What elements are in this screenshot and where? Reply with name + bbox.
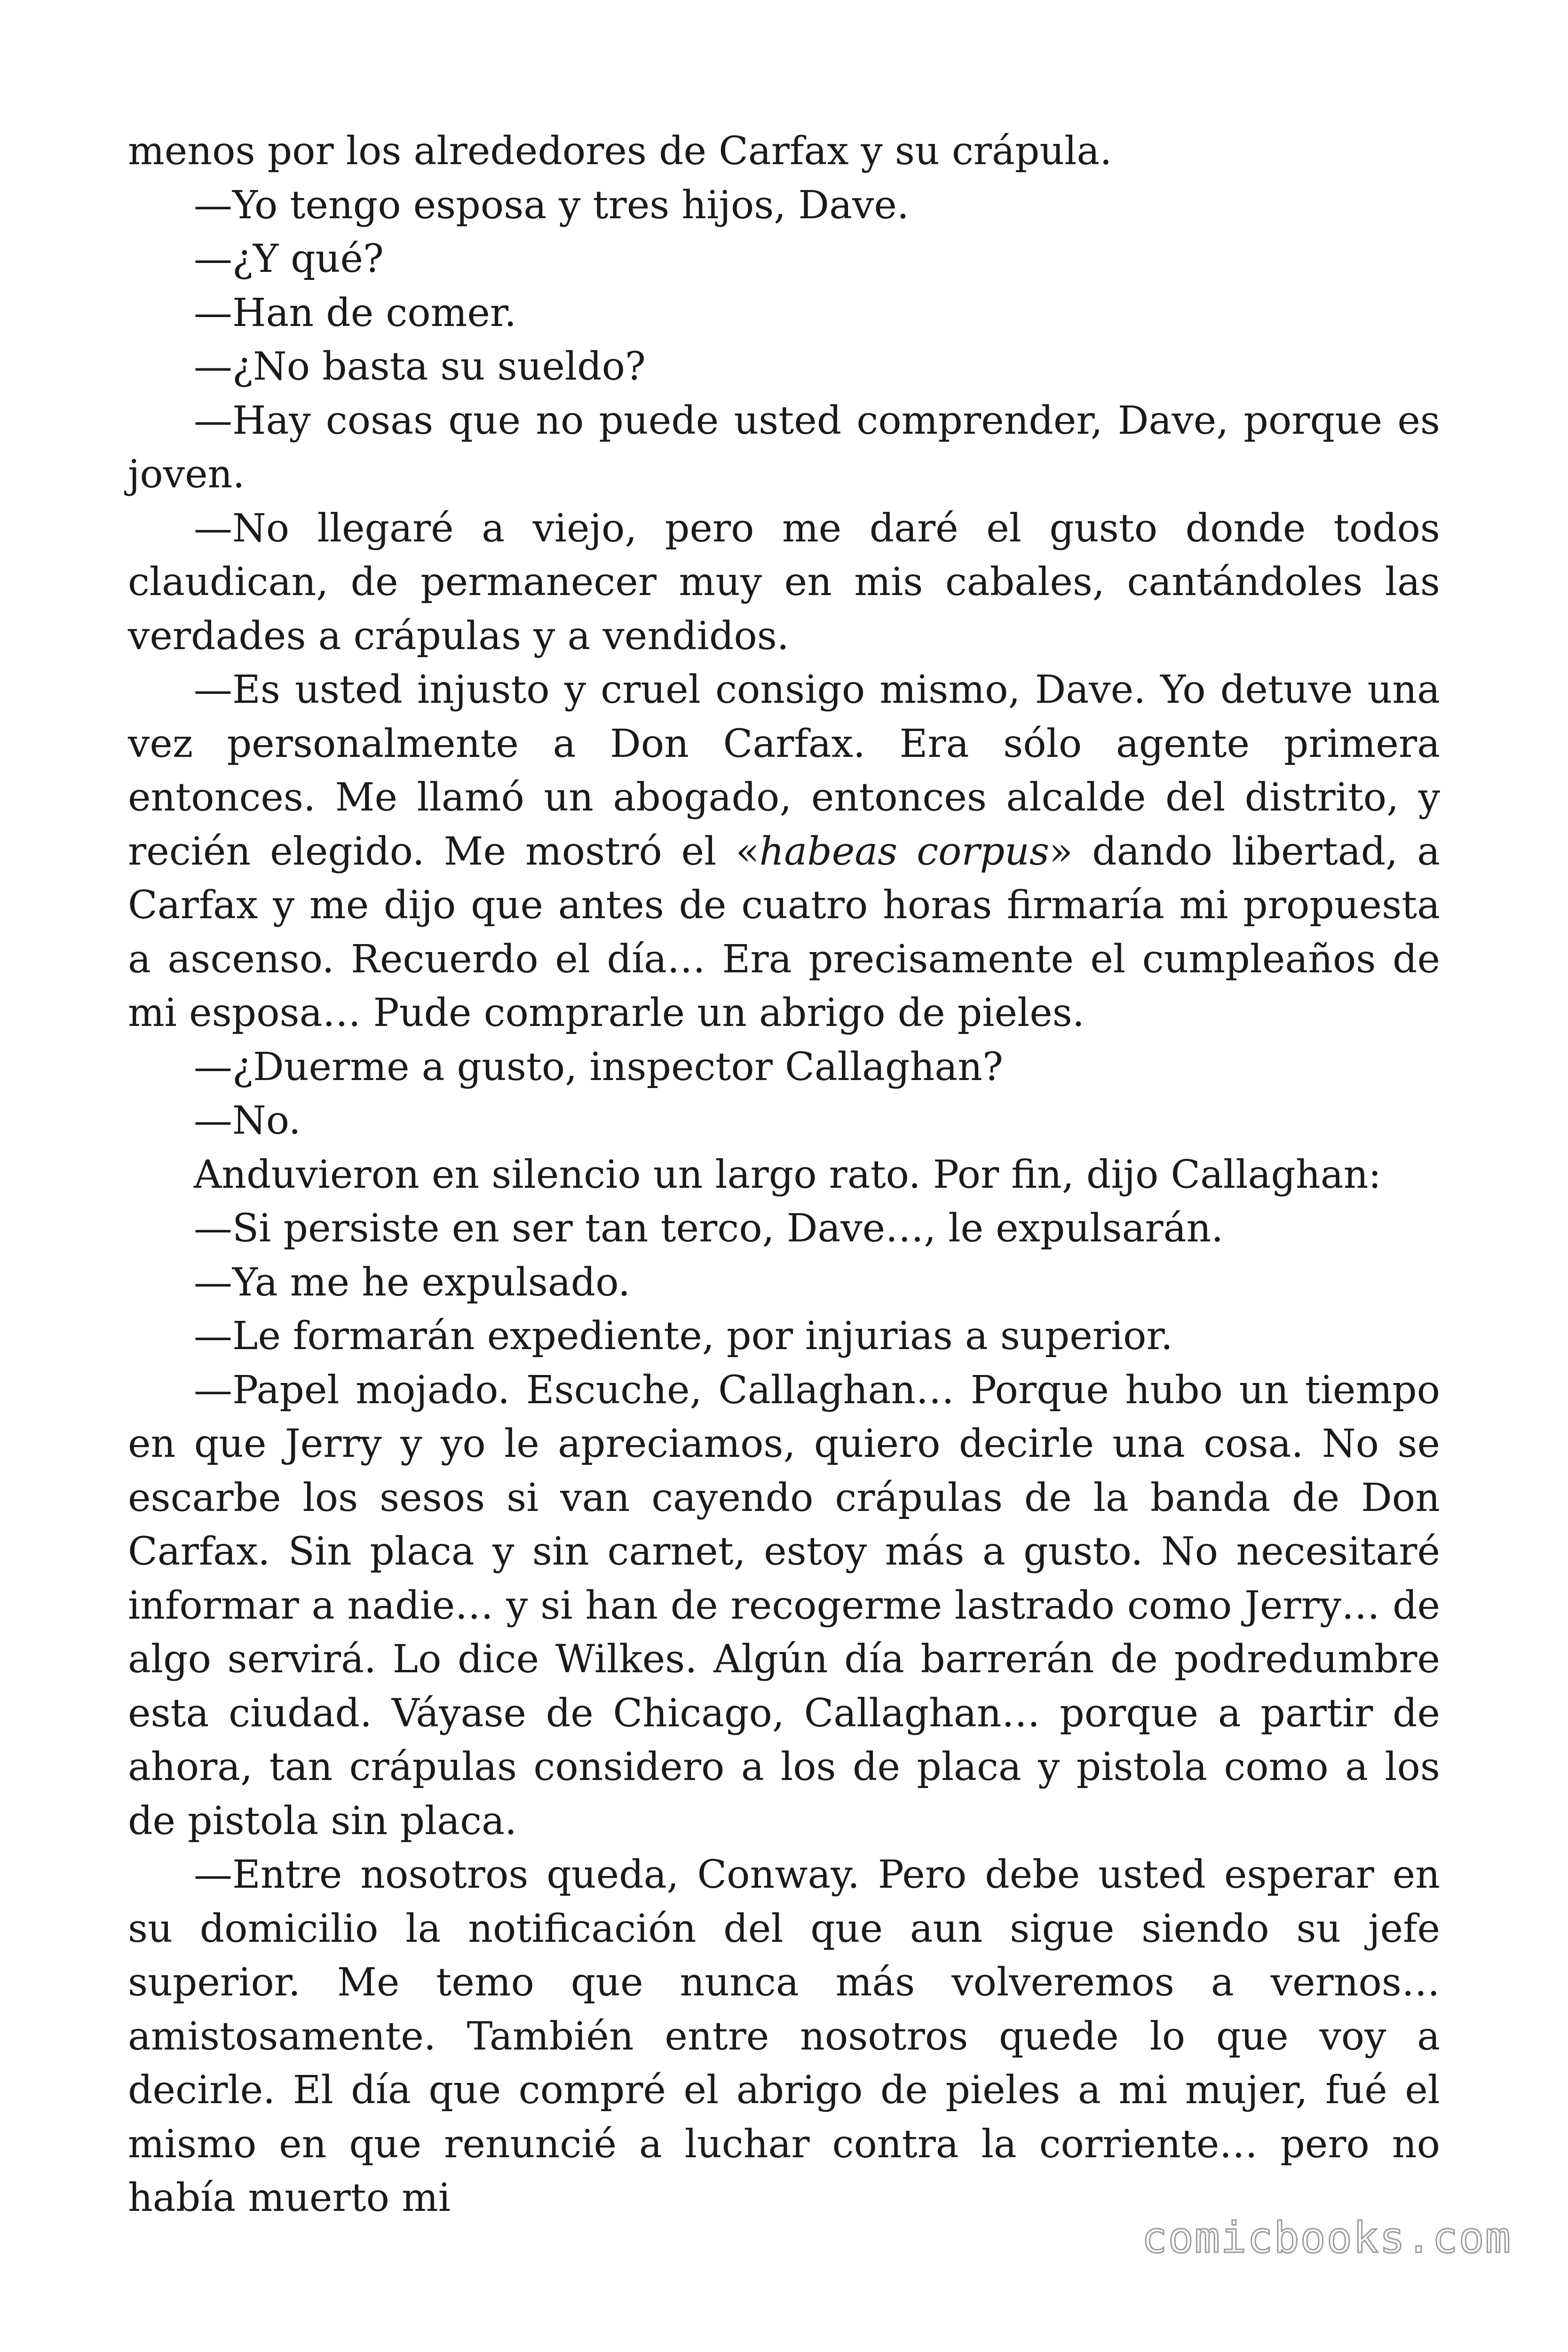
dialogue-line: —¿Duerme a gusto, inspector Callaghan?: [194, 1044, 1003, 1089]
dialogue-line: —No.: [194, 1098, 301, 1143]
dialogue-line: —Si persiste en ser tan terco, Dave…, le expulsarán.: [194, 1206, 1224, 1251]
dialogue-line: —Papel mojado. Escuche, Callaghan… Porque hubo un tiempo en que Jerry y yo le apreciamos, quiero decirle una cosa. No se escarbe los sesos si van cayendo crápulas de la banda de Don Carfax. Sin placa y sin carnet, estoy más a gusto. No necesitaré informar a nadie… y si han de recogerme lastrado como Jerry… de algo servirá. Lo dice Wilkes. Algún día barrerán de podredumbre esta ciudad. Váyase de Chicago, Callaghan… porque a partir de ahora, tan crápulas considero a los de placa y pistola como a los de pistola sin placa.: [128, 1367, 1440, 1843]
text-segment: » dando libertad, a Carfax y me dijo que antes de cuatro horas firmaría mi propuesta a ascenso. Recuerdo el día… Era precisamente el cumpleaños de mi esposa… Pude comprarle un abrigo de pieles.: [128, 829, 1440, 1035]
dialogue-line: —Han de comer.: [194, 290, 517, 335]
dialogue-line: —Hay cosas que no puede usted comprender, Dave, porque es joven.: [128, 398, 1440, 497]
dialogue-line: —No llegaré a viejo, pero me daré el gusto donde todos claudican, de permanecer muy en mis cabales, cantándoles las verdades a crápulas y a vendidos.: [128, 506, 1440, 659]
dialogue-line: —¿No basta su sueldo?: [194, 344, 646, 389]
paragraph: menos por los alrededores de Carfax y su crápula.: [128, 129, 1112, 174]
dialogue-line: —Ya me he expulsado.: [194, 1260, 631, 1305]
watermark: comicbooks.com: [1141, 2213, 1512, 2263]
text-segment: —Es usted injusto y cruel consigo mismo, Dave. Yo detuve una vez personalmente a Don Carfax. Era sólo agente primera entonces. Me llamó un abogado, entonces alcalde del distrito, y recién elegido. Me mostró el «: [128, 667, 1440, 874]
dialogue-line: —Yo tengo esposa y tres hijos, Dave.: [194, 183, 909, 228]
dialogue-line: [128, 663, 1440, 1041]
narration-line: Anduvieron en silencio un largo rato. Por fin, dijo Callaghan:: [194, 1152, 1382, 1197]
dialogue-line: —Entre nosotros queda, Conway. Pero debe usted esperar en su domicilio la notificación del que aun sigue siendo su jefe superior. Me temo que nunca más volveremos a vernos… amistosamente. También entre nosotros quede lo que voy a decirle. El día que compré el abrigo de pieles a mi mujer, fué el mismo en que renuncié a luchar contra la corriente… pero no había muerto mi: [128, 1852, 1440, 2220]
italic-text: habeas corpus: [759, 829, 1049, 874]
dialogue-line: —Le formarán expediente, por injurias a superior.: [194, 1314, 1173, 1359]
book-page-text: [128, 125, 1440, 2225]
dialogue-line: —¿Y qué?: [194, 237, 384, 281]
